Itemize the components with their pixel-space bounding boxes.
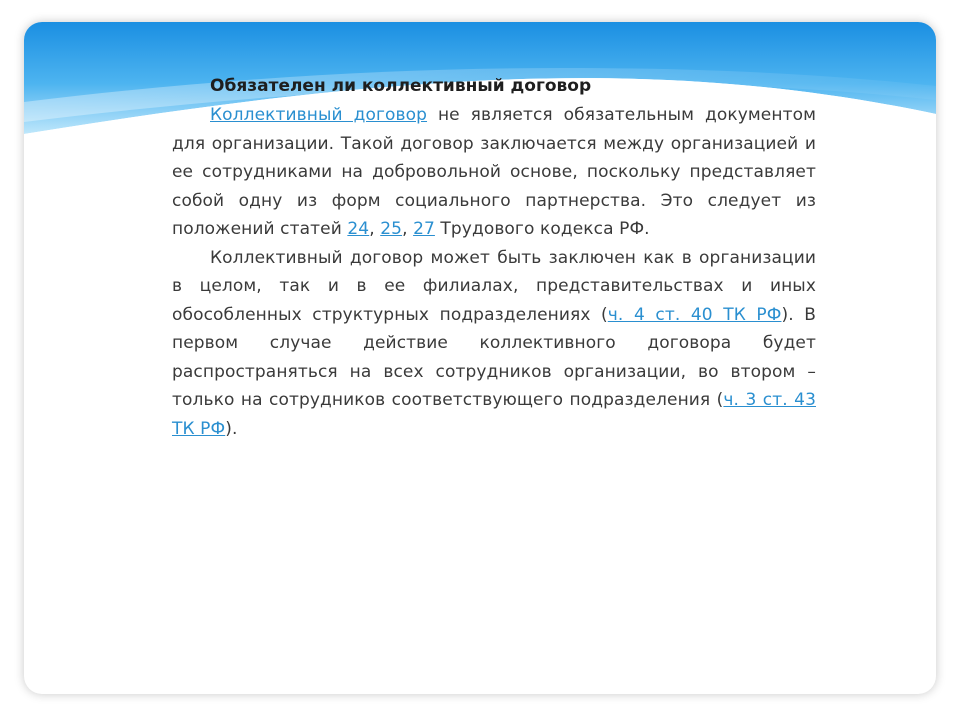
paragraph-2 xyxy=(172,244,816,444)
link-article-27[interactable]: 27 xyxy=(413,219,435,239)
slide xyxy=(24,22,936,694)
link-collective-agreement[interactable]: Коллективный договор xyxy=(210,105,428,125)
paragraph-2-text-c: ). xyxy=(225,418,238,439)
separator-1: , xyxy=(369,219,381,239)
paragraph-2-text-b: ). В первом случае действие коллективного договора будет распространяться на всех сотрудников организации, во втором – только на сотрудников соответствующего подразделения ( xyxy=(172,304,816,410)
paragraph-1-text-b: Трудового кодекса РФ. xyxy=(434,219,650,239)
paragraph-1 xyxy=(172,101,816,244)
paragraph-1-text-a: не является обязательным документом для организации. Такой договор заключается между организацией и ее сотрудниками на добровольной основе, поскольку представляет собой одну из форм социального партнерства. Это следует из положений статей xyxy=(172,105,817,239)
link-article-25[interactable]: 25 xyxy=(380,219,403,239)
article-heading: Обязателен ли коллективный договор xyxy=(210,76,592,96)
link-part4-art40[interactable]: ч. 4 ст. 40 ТК РФ xyxy=(607,304,782,325)
link-part3-art43[interactable]: ч. 3 ст. 43 ТК РФ xyxy=(172,390,816,439)
link-article-24[interactable]: 24 xyxy=(347,219,370,239)
paragraph-2-text-a: Коллективный договор может быть заключен как в организации в целом, так и в ее филиалах, представительствах и иных обособленных структурных подразделениях ( xyxy=(172,247,816,325)
article-text xyxy=(172,71,816,443)
separator-2: , xyxy=(402,219,414,239)
